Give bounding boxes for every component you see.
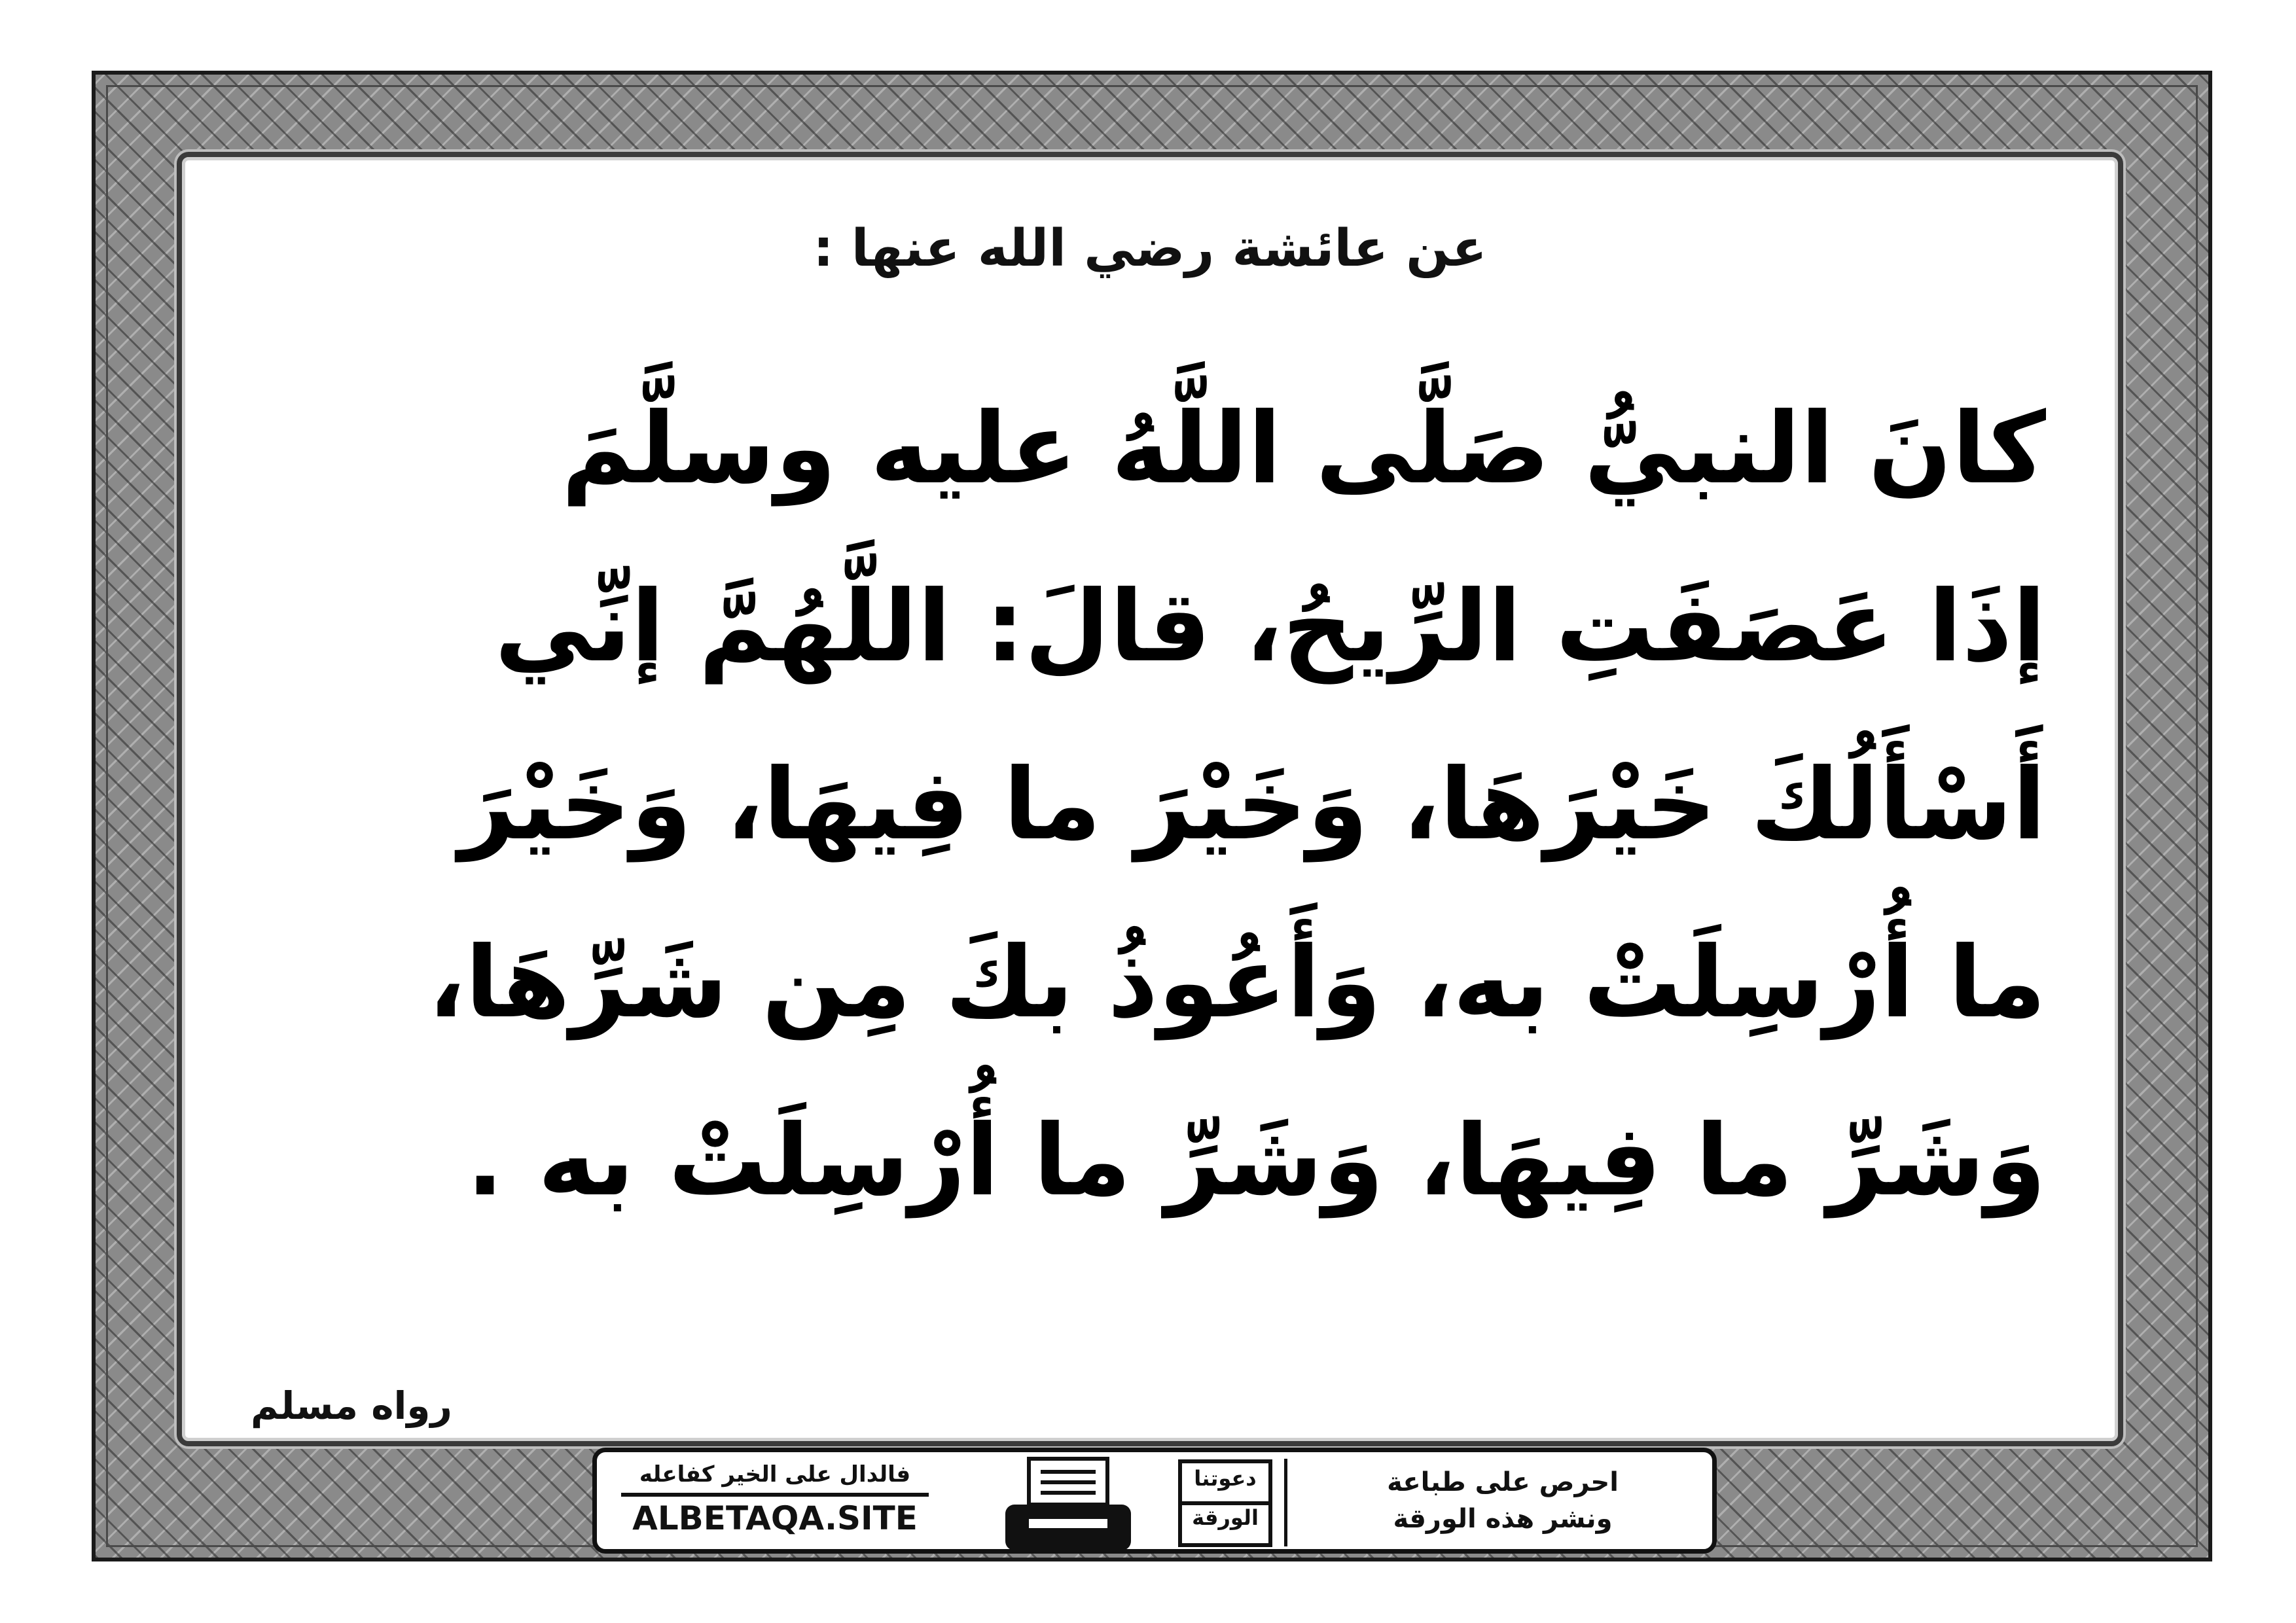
footer-website-block [611,1461,939,1540]
hadith-line-4: ما أُرْسِلَتْ به، وَأَعُوذُ بكَ مِن شَرِّهَا، [427,926,2046,1040]
hadith-line-3: أَسْأَلُكَ خَيْرَهَا، وَخَيْرَ ما فِيهَا، وَخَيْرَ [458,748,2046,862]
print-note-line-1: احرص على طباعة [1387,1467,1619,1497]
footer-site-link[interactable]: ALBETAQA.SITE [632,1499,918,1537]
footer-banner [592,1448,1717,1554]
print-note-line-2: ونشر هذه الورقة [1393,1504,1613,1534]
hadith-line-5: وَشَرِّ ما فِيهَا، وَشَرِّ ما أُرْسِلَتْ به . [466,1104,2046,1218]
logo-text-bottom: الورقة [1192,1505,1259,1530]
footer-separator [1284,1459,1287,1546]
hadith-line-1: كانَ النبيُّ صَلَّى اللَّهُ عليه وسلَّمَ [561,392,2046,506]
hadith-line-2: إذَا عَصَفَتِ الرِّيحُ، قالَ: اللَّهُمَّ إنِّي [494,570,2046,684]
logo-text-top: دعوتنا [1194,1466,1257,1491]
logo-text [1176,1459,1274,1537]
footer-print-note [1319,1464,1686,1537]
narrator: رواه مسلم [251,1383,452,1428]
hadith-source: عن عائشة رضي الله عنها : [813,219,1487,278]
footer-motto: فالدال على الخير كفاعله [639,1461,911,1488]
printer-icon [1003,1456,1134,1554]
hadith-card [177,152,2123,1446]
footer-divider [621,1493,929,1497]
hadith-text [254,360,2046,1250]
